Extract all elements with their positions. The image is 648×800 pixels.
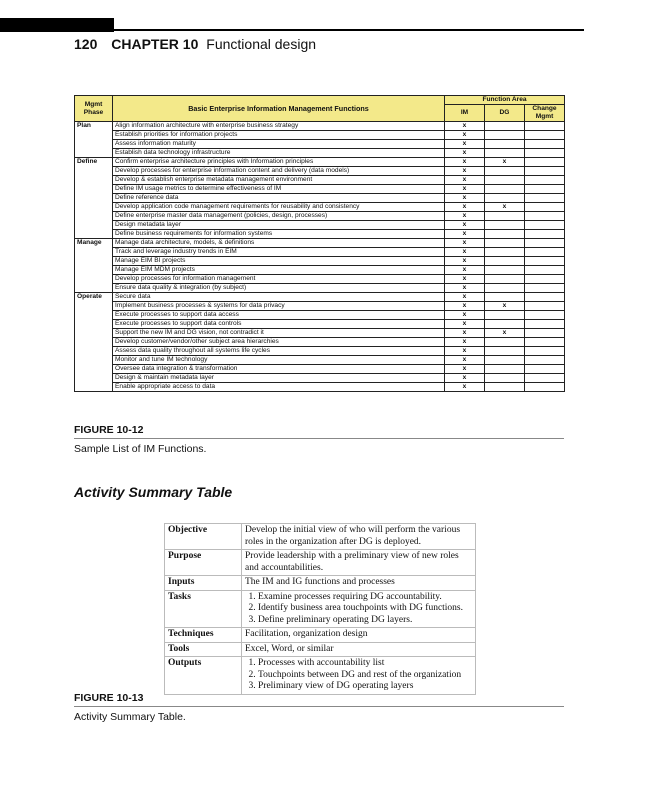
cm-mark-cell — [525, 248, 565, 257]
function-cell: Define IM usage metrics to determine effectiveness of IM — [113, 185, 445, 194]
table-row — [75, 176, 565, 185]
table-row — [75, 185, 565, 194]
dg-mark-cell — [485, 266, 525, 275]
table-row — [75, 365, 565, 374]
function-cell: Implement business processes & systems for data privacy — [113, 302, 445, 311]
phase-cell: Define — [75, 158, 113, 239]
function-cell: Confirm enterprise architecture principles with Information principles — [113, 158, 445, 167]
cm-mark-cell — [525, 185, 565, 194]
im-mark-cell: x — [445, 248, 485, 257]
table-row — [75, 149, 565, 158]
activity-key: Tasks — [165, 590, 242, 628]
table-row — [75, 293, 565, 302]
cm-mark-cell — [525, 275, 565, 284]
dg-header: DG — [485, 105, 525, 122]
im-mark-cell: x — [445, 185, 485, 194]
dg-mark-cell — [485, 149, 525, 158]
dg-mark-cell — [485, 293, 525, 302]
phase-cell: Manage — [75, 239, 113, 293]
cm-mark-cell — [525, 122, 565, 131]
activity-value: Facilitation, organization design — [242, 628, 476, 643]
dg-mark-cell — [485, 356, 525, 365]
cm-mark-cell — [525, 176, 565, 185]
function-cell: Execute processes to support data access — [113, 311, 445, 320]
cm-mark-cell — [525, 320, 565, 329]
im-mark-cell: x — [445, 158, 485, 167]
dg-mark-cell — [485, 374, 525, 383]
cm-mark-cell — [525, 257, 565, 266]
function-cell: Establish priorities for information projects — [113, 131, 445, 140]
dg-mark-cell — [485, 257, 525, 266]
dg-mark-cell — [485, 185, 525, 194]
function-area-header: Function Area — [445, 96, 565, 105]
activity-key: Purpose — [165, 550, 242, 576]
table-row — [75, 140, 565, 149]
figure-13-caption: Activity Summary Table. — [74, 711, 186, 723]
dg-mark-cell — [485, 320, 525, 329]
cm-mark-cell — [525, 374, 565, 383]
activity-row — [165, 576, 476, 591]
phase-header: Mgmt Phase — [75, 96, 113, 122]
function-cell: Define enterprise master data management (policies, design, processes) — [113, 212, 445, 221]
list-item: 3. Preliminary view of DG operating layers — [258, 681, 472, 693]
table-row — [75, 311, 565, 320]
phase-cell: Plan — [75, 122, 113, 158]
dg-mark-cell — [485, 284, 525, 293]
im-mark-cell: x — [445, 122, 485, 131]
header-rule — [114, 29, 584, 31]
function-cell: Design metadata layer — [113, 221, 445, 230]
cm-mark-cell — [525, 149, 565, 158]
activity-key: Techniques — [165, 628, 242, 643]
function-cell: Establish data technology infrastructure — [113, 149, 445, 158]
im-mark-cell: x — [445, 284, 485, 293]
im-mark-cell: x — [445, 374, 485, 383]
im-mark-cell: x — [445, 302, 485, 311]
cm-mark-cell — [525, 329, 565, 338]
table-row — [75, 356, 565, 365]
figure-12-rule — [74, 438, 564, 439]
table-row — [75, 383, 565, 392]
function-cell: Monitor and tune IM technology — [113, 356, 445, 365]
cm-mark-cell — [525, 356, 565, 365]
im-mark-cell: x — [445, 266, 485, 275]
function-cell: Develop & establish enterprise metadata management environment — [113, 176, 445, 185]
cm-mark-cell — [525, 221, 565, 230]
im-header: IM — [445, 105, 485, 122]
cm-mark-cell — [525, 140, 565, 149]
change-mgmt-header: Change Mgmt — [525, 105, 565, 122]
dg-mark-cell: x — [485, 203, 525, 212]
function-cell: Align information architecture with enterprise business strategy — [113, 122, 445, 131]
activity-row — [165, 657, 476, 695]
figure-13-label: FIGURE 10-13 — [74, 692, 144, 704]
im-mark-cell: x — [445, 131, 485, 140]
chapter-title: Functional design — [206, 36, 317, 52]
im-mark-cell: x — [445, 176, 485, 185]
cm-mark-cell — [525, 365, 565, 374]
function-cell: Oversee data integration & transformation — [113, 365, 445, 374]
im-mark-cell: x — [445, 194, 485, 203]
cm-mark-cell — [525, 194, 565, 203]
activity-key: Tools — [165, 642, 242, 657]
activity-row — [165, 590, 476, 628]
function-cell: Support the new IM and DG vision, not contradict it — [113, 329, 445, 338]
function-cell: Secure data — [113, 293, 445, 302]
table-row — [75, 122, 565, 131]
im-mark-cell: x — [445, 167, 485, 176]
im-mark-cell: x — [445, 230, 485, 239]
function-cell: Develop processes for enterprise information content and delivery (data models) — [113, 167, 445, 176]
table-row — [75, 239, 565, 248]
table-row — [75, 158, 565, 167]
function-cell: Develop application code management requirements for reusability and consistency — [113, 203, 445, 212]
table-row — [75, 320, 565, 329]
list-item: 1. Processes with accountability list — [258, 658, 472, 670]
activity-value: Develop the initial view of who will perform the various roles in the organization after DG is deployed. — [242, 524, 476, 550]
dg-mark-cell — [485, 311, 525, 320]
table-row — [75, 257, 565, 266]
cm-mark-cell — [525, 158, 565, 167]
im-mark-cell: x — [445, 140, 485, 149]
table-row — [75, 284, 565, 293]
dg-mark-cell — [485, 194, 525, 203]
phase-cell: Operate — [75, 293, 113, 392]
function-cell: Assess data quality throughout all systems life cycles — [113, 347, 445, 356]
function-cell: Ensure data quality & integration (by subject) — [113, 284, 445, 293]
page-header — [74, 36, 316, 52]
activity-row — [165, 550, 476, 576]
table-row — [75, 212, 565, 221]
dg-mark-cell — [485, 239, 525, 248]
cm-mark-cell — [525, 212, 565, 221]
dg-mark-cell — [485, 212, 525, 221]
im-mark-cell: x — [445, 239, 485, 248]
cm-mark-cell — [525, 293, 565, 302]
activity-key: Objective — [165, 524, 242, 550]
cm-mark-cell — [525, 338, 565, 347]
dg-mark-cell — [485, 275, 525, 284]
figure-13-rule — [74, 706, 564, 707]
table-row — [75, 194, 565, 203]
im-mark-cell: x — [445, 149, 485, 158]
table-row — [75, 248, 565, 257]
function-cell: Manage EIM MDM projects — [113, 266, 445, 275]
im-mark-cell: x — [445, 383, 485, 392]
dg-mark-cell — [485, 365, 525, 374]
function-cell: Manage data architecture, models, & definitions — [113, 239, 445, 248]
activity-key: Inputs — [165, 576, 242, 591]
im-mark-cell: x — [445, 293, 485, 302]
dg-mark-cell — [485, 167, 525, 176]
cm-mark-cell — [525, 311, 565, 320]
table-row — [75, 302, 565, 311]
cm-mark-cell — [525, 230, 565, 239]
table-row — [75, 275, 565, 284]
list-item: 2. Touchpoints between DG and rest of the organization — [258, 670, 472, 682]
function-cell: Define business requirements for information systems — [113, 230, 445, 239]
function-cell: Enable appropriate access to data — [113, 383, 445, 392]
table-row — [75, 347, 565, 356]
function-cell: Develop customer/vendor/other subject area hierarchies — [113, 338, 445, 347]
cm-mark-cell — [525, 203, 565, 212]
dg-mark-cell — [485, 176, 525, 185]
cm-mark-cell — [525, 131, 565, 140]
im-mark-cell: x — [445, 212, 485, 221]
figure-12-caption: Sample List of IM Functions. — [74, 443, 207, 455]
cm-mark-cell — [525, 347, 565, 356]
cm-mark-cell — [525, 284, 565, 293]
activity-value — [242, 657, 476, 695]
function-cell: Develop processes for information management — [113, 275, 445, 284]
function-cell: Execute processes to support data controls — [113, 320, 445, 329]
activity-value: Provide leadership with a preliminary view of new roles and accountabilities. — [242, 550, 476, 576]
table-row — [75, 338, 565, 347]
dg-mark-cell — [485, 338, 525, 347]
cm-mark-cell — [525, 383, 565, 392]
cm-mark-cell — [525, 302, 565, 311]
list-item: 2. Identify business area touchpoints with DG functions. — [258, 603, 472, 615]
table-row — [75, 221, 565, 230]
page-number: 120 — [74, 36, 98, 52]
functions-header: Basic Enterprise Information Management Functions — [113, 96, 445, 122]
activity-summary-table — [164, 523, 476, 695]
dg-mark-cell — [485, 347, 525, 356]
activity-key: Outputs — [165, 657, 242, 695]
function-cell: Define reference data — [113, 194, 445, 203]
cm-mark-cell — [525, 167, 565, 176]
activity-value: Excel, Word, or similar — [242, 642, 476, 657]
im-mark-cell: x — [445, 356, 485, 365]
im-mark-cell: x — [445, 275, 485, 284]
dg-mark-cell — [485, 122, 525, 131]
dg-mark-cell: x — [485, 302, 525, 311]
table-row — [75, 266, 565, 275]
header-black-bar — [0, 18, 114, 32]
im-mark-cell: x — [445, 338, 485, 347]
im-mark-cell: x — [445, 329, 485, 338]
dg-mark-cell — [485, 248, 525, 257]
cm-mark-cell — [525, 239, 565, 248]
section-title: Activity Summary Table — [74, 484, 233, 500]
dg-mark-cell: x — [485, 158, 525, 167]
im-mark-cell: x — [445, 221, 485, 230]
im-mark-cell: x — [445, 203, 485, 212]
dg-mark-cell: x — [485, 329, 525, 338]
list-item: 3. Define preliminary operating DG layers. — [258, 615, 472, 627]
list-item: 1. Examine processes requiring DG accountability. — [258, 592, 472, 604]
activity-list — [245, 592, 472, 627]
im-mark-cell: x — [445, 365, 485, 374]
table-row — [75, 329, 565, 338]
table-row — [75, 230, 565, 239]
table-row — [75, 203, 565, 212]
dg-mark-cell — [485, 221, 525, 230]
table-row — [75, 374, 565, 383]
dg-mark-cell — [485, 131, 525, 140]
chapter-label: CHAPTER 10 — [111, 36, 199, 52]
im-mark-cell: x — [445, 347, 485, 356]
table-row — [75, 167, 565, 176]
im-mark-cell: x — [445, 320, 485, 329]
function-cell: Design & maintain metadata layer — [113, 374, 445, 383]
activity-list — [245, 658, 472, 693]
dg-mark-cell — [485, 383, 525, 392]
activity-row — [165, 628, 476, 643]
table-row — [75, 131, 565, 140]
im-functions-table — [74, 95, 565, 392]
activity-value — [242, 590, 476, 628]
cm-mark-cell — [525, 266, 565, 275]
dg-mark-cell — [485, 230, 525, 239]
figure-12-label: FIGURE 10-12 — [74, 424, 144, 436]
function-cell: Manage EIM BI projects — [113, 257, 445, 266]
activity-value: The IM and IG functions and processes — [242, 576, 476, 591]
activity-row — [165, 524, 476, 550]
activity-row — [165, 642, 476, 657]
dg-mark-cell — [485, 140, 525, 149]
im-mark-cell: x — [445, 311, 485, 320]
function-cell: Assess information maturity — [113, 140, 445, 149]
function-cell: Track and leverage industry trends in EIM — [113, 248, 445, 257]
im-mark-cell: x — [445, 257, 485, 266]
